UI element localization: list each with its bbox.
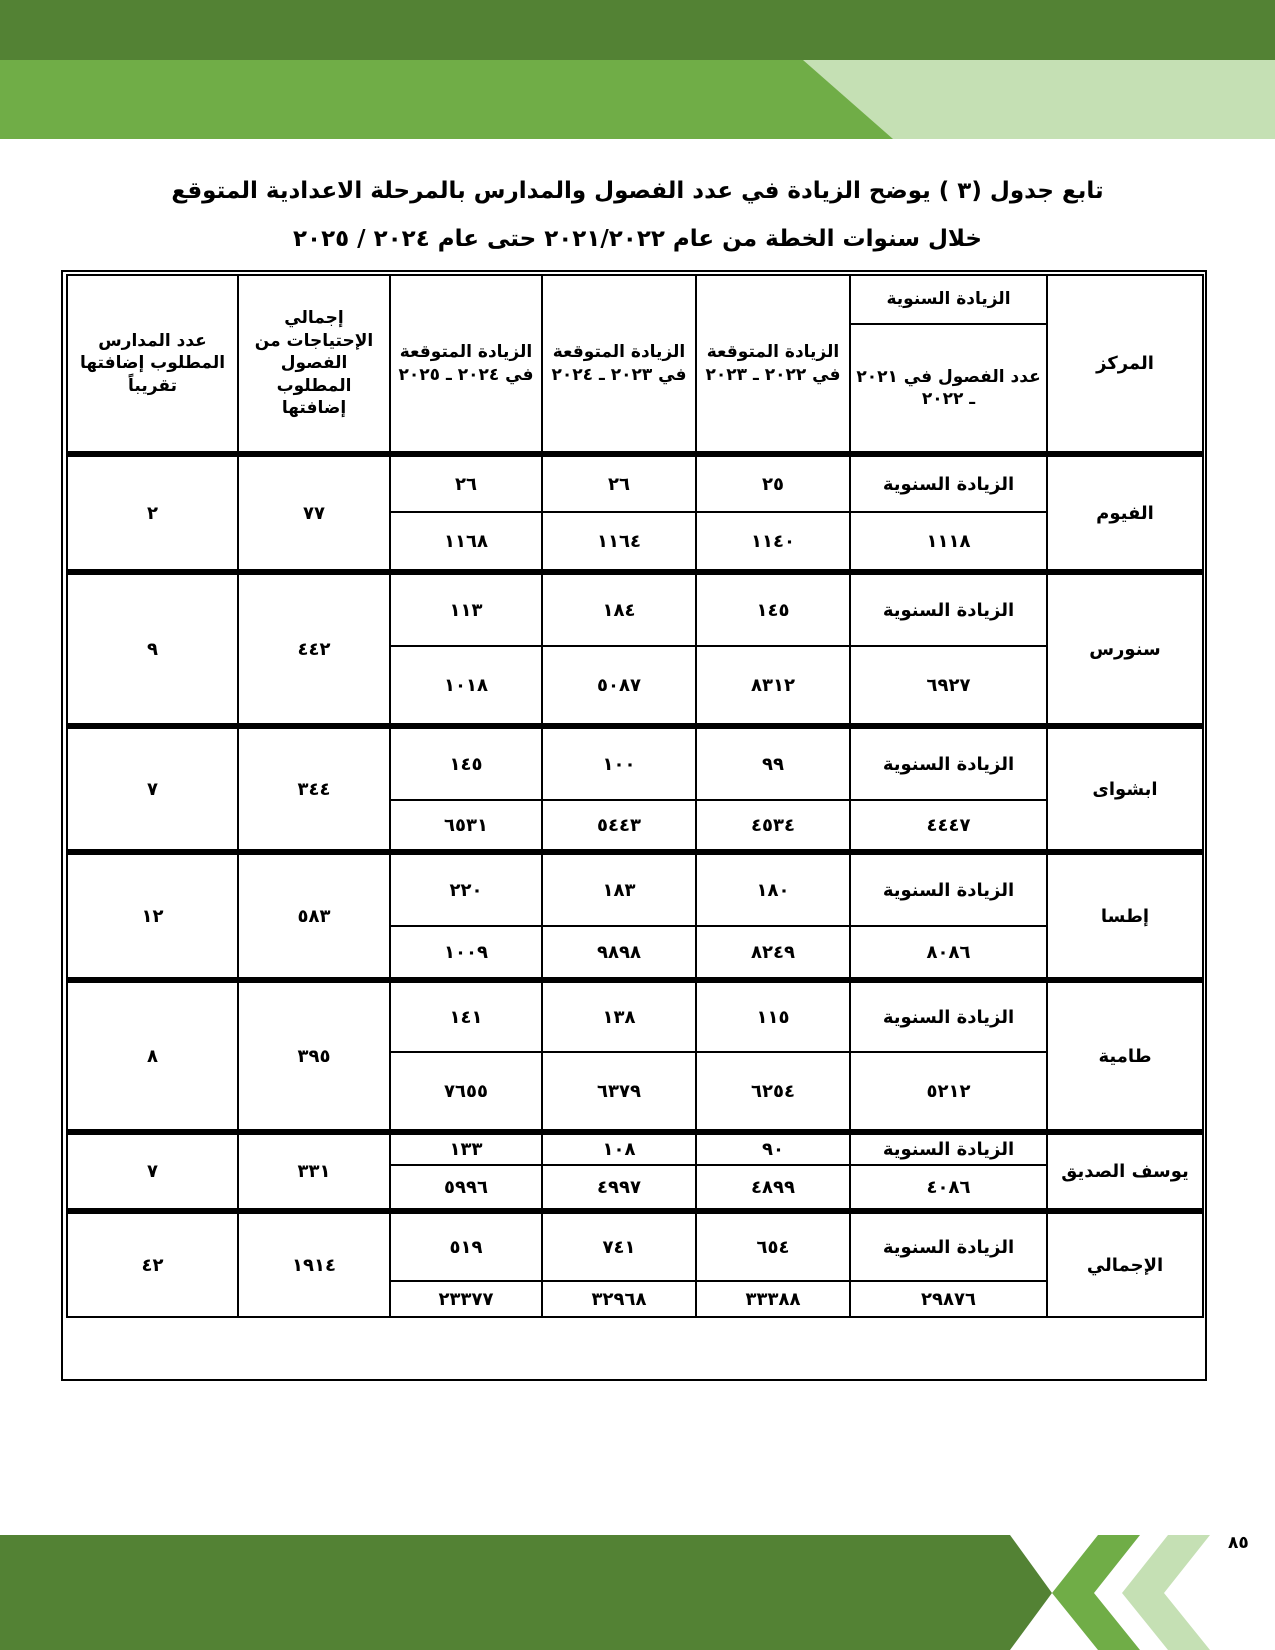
header-schools-needed: عدد المدارس المطلوب إضافتها تقريباً (67, 275, 238, 454)
row-classes-2023: ٤٩٩٧ (542, 1165, 696, 1211)
row-classes-2024: ١٠٠٩ (390, 926, 542, 980)
row-annual-label: الزيادة السنوية (850, 454, 1047, 512)
header-total-needs: إجمالي الإحتياجات من الفصول المطلوب إضافتها (238, 275, 390, 454)
row-inc-2022: ٢٥ (696, 454, 850, 512)
row-annual-label: الزيادة السنوية (850, 1211, 1047, 1281)
row-base-classes: ٥٢١٢ (850, 1052, 1047, 1132)
row-classes-2024: ٦٥٣١ (390, 800, 542, 852)
row-annual-label: الزيادة السنوية (850, 852, 1047, 926)
row-total-needs: ٣٣١ (238, 1132, 390, 1211)
footer-band (0, 1535, 1275, 1650)
row-base-classes: ٦٩٢٧ (850, 646, 1047, 726)
row-schools-needed: ٩ (67, 572, 238, 726)
row-total-needs: ٣٤٤ (238, 726, 390, 852)
row-inc-2022: ٦٥٤ (696, 1211, 850, 1281)
header-center: المركز (1047, 275, 1203, 454)
row-center-name: الفيوم (1047, 454, 1203, 572)
row-inc-2024: ٢٦ (390, 454, 542, 512)
row-inc-2024: ١٣٣ (390, 1132, 542, 1165)
header-inc-2023: الزيادة المتوقعة في ٢٠٢٣ ـ ٢٠٢٤ (542, 275, 696, 454)
classes-table (66, 274, 1204, 1318)
row-classes-2023: ٣٢٩٦٨ (542, 1281, 696, 1317)
row-classes-2024: ١٠١٨ (390, 646, 542, 726)
row-center-name: ابشواى (1047, 726, 1203, 852)
row-classes-2024: ٢٣٣٧٧ (390, 1281, 542, 1317)
row-base-classes: ٨٠٨٦ (850, 926, 1047, 980)
row-classes-2023: ٦٣٧٩ (542, 1052, 696, 1132)
row-base-classes: ١١١٨ (850, 512, 1047, 572)
row-inc-2023: ١٠٨ (542, 1132, 696, 1165)
header-annual-increase: الزيادة السنوية (850, 275, 1047, 324)
row-inc-2023: ٢٦ (542, 454, 696, 512)
row-inc-2024: ١٤١ (390, 980, 542, 1052)
page-number: ٨٥ (1228, 1533, 1249, 1553)
row-base-classes: ٢٩٨٧٦ (850, 1281, 1047, 1317)
row-center-name: يوسف الصديق (1047, 1132, 1203, 1211)
row-annual-label: الزيادة السنوية (850, 726, 1047, 800)
row-classes-2022: ٦٢٥٤ (696, 1052, 850, 1132)
row-inc-2022: ٩٠ (696, 1132, 850, 1165)
row-inc-2023: ١٣٨ (542, 980, 696, 1052)
header-inc-2024: الزيادة المتوقعة في ٢٠٢٤ ـ ٢٠٢٥ (390, 275, 542, 454)
row-classes-2022: ٨٣١٢ (696, 646, 850, 726)
row-classes-2023: ٥٤٤٣ (542, 800, 696, 852)
row-base-classes: ٤٤٤٧ (850, 800, 1047, 852)
row-inc-2022: ١٨٠ (696, 852, 850, 926)
row-classes-2023: ٥٠٨٧ (542, 646, 696, 726)
row-classes-2022: ٤٨٩٩ (696, 1165, 850, 1211)
row-inc-2024: ١١٣ (390, 572, 542, 646)
row-center-name: الإجمالي (1047, 1211, 1203, 1317)
row-center-name: طامية (1047, 980, 1203, 1132)
table-title-line2: خلال سنوات الخطة من عام ٢٠٢١/٢٠٢٢ حتى عام ٢٠٢٤ / ٢٠٢٥ (293, 226, 982, 252)
row-inc-2024: ٥١٩ (390, 1211, 542, 1281)
header-band (0, 60, 1275, 139)
row-center-name: سنورس (1047, 572, 1203, 726)
row-total-needs: ٤٤٢ (238, 572, 390, 726)
row-inc-2024: ١٤٥ (390, 726, 542, 800)
chevron-left-icon-light (1122, 1535, 1210, 1650)
row-center-name: إطسا (1047, 852, 1203, 980)
row-annual-label: الزيادة السنوية (850, 980, 1047, 1052)
row-inc-2023: ٧٤١ (542, 1211, 696, 1281)
row-schools-needed: ٧ (67, 1132, 238, 1211)
header-inc-2022: الزيادة المتوقعة في ٢٠٢٢ ـ ٢٠٢٣ (696, 275, 850, 454)
row-classes-2024: ٧٦٥٥ (390, 1052, 542, 1132)
row-base-classes: ٤٠٨٦ (850, 1165, 1047, 1211)
row-schools-needed: ٧ (67, 726, 238, 852)
row-classes-2022: ١١٤٠ (696, 512, 850, 572)
row-inc-2022: ١١٥ (696, 980, 850, 1052)
row-classes-2024: ١١٦٨ (390, 512, 542, 572)
row-inc-2023: ١٨٣ (542, 852, 696, 926)
row-total-needs: ١٩١٤ (238, 1211, 390, 1317)
row-total-needs: ٥٨٣ (238, 852, 390, 980)
row-schools-needed: ٤٢ (67, 1211, 238, 1317)
row-annual-label: الزيادة السنوية (850, 1132, 1047, 1165)
row-classes-2023: ٩٨٩٨ (542, 926, 696, 980)
header-classes-2021: عدد الفصول في ٢٠٢١ ـ ٢٠٢٢ (850, 324, 1047, 454)
row-classes-2024: ٥٩٩٦ (390, 1165, 542, 1211)
row-classes-2022: ٣٣٣٨٨ (696, 1281, 850, 1317)
row-schools-needed: ٨ (67, 980, 238, 1132)
row-total-needs: ٧٧ (238, 454, 390, 572)
row-classes-2023: ١١٦٤ (542, 512, 696, 572)
row-inc-2022: ٩٩ (696, 726, 850, 800)
row-inc-2023: ١٠٠ (542, 726, 696, 800)
header-bar (0, 0, 1275, 60)
row-total-needs: ٣٩٥ (238, 980, 390, 1132)
row-schools-needed: ١٢ (67, 852, 238, 980)
row-inc-2024: ٢٢٠ (390, 852, 542, 926)
row-inc-2022: ١٤٥ (696, 572, 850, 646)
row-classes-2022: ٨٢٤٩ (696, 926, 850, 980)
row-schools-needed: ٢ (67, 454, 238, 572)
row-annual-label: الزيادة السنوية (850, 572, 1047, 646)
row-classes-2022: ٤٥٣٤ (696, 800, 850, 852)
table-title-line1: تابع جدول (٣ ) يوضح الزيادة في عدد الفصول والمدارس بالمرحلة الاعدادية المتوقع (171, 178, 1104, 204)
row-inc-2023: ١٨٤ (542, 572, 696, 646)
